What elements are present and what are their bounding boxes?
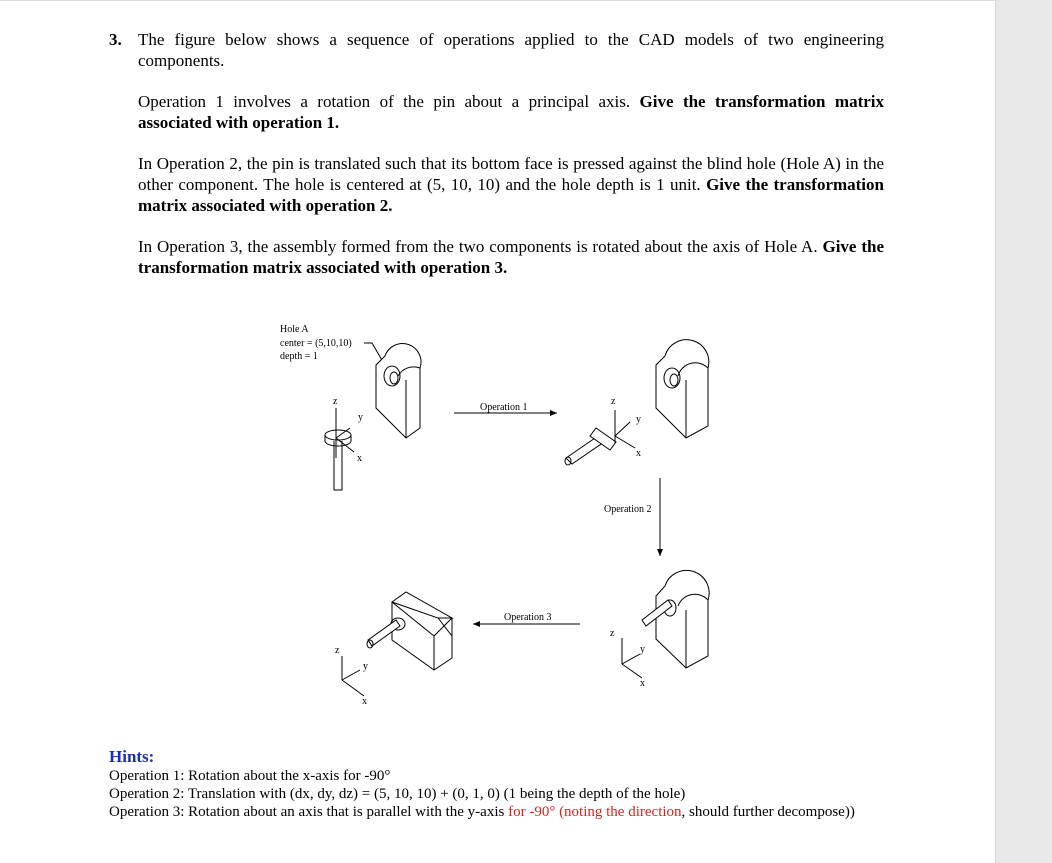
operation1-label: Operation 1 (480, 402, 528, 413)
axis-x-label-1: x (357, 453, 362, 464)
axis-x-label-3: x (640, 678, 645, 689)
axis-y-label-3: y (640, 644, 645, 655)
operation2-label: Operation 2 (604, 504, 652, 515)
pin-horizontal (565, 396, 641, 465)
page-top-border (0, 0, 995, 1)
axis-y-label-1: y (358, 412, 363, 423)
viewer-right-gutter (995, 0, 1052, 863)
hint-line-3-angle: for -90° (508, 804, 556, 820)
hint-line-3 (109, 803, 869, 821)
operation2-question: Give the transformation matrix associated with operation 2. (138, 175, 884, 215)
assembled-component-right (610, 570, 709, 689)
axis-x-label-2: x (636, 448, 641, 459)
hole-depth-label: depth = 1 (280, 351, 318, 362)
hole-a-label: Hole A (280, 324, 309, 335)
axis-x-label-4: x (362, 696, 367, 707)
axis-y-label-2: y (636, 414, 641, 425)
hint-line-1: Operation 1: Rotation about the x-axis for -90° (109, 768, 391, 784)
operation1-paragraph (138, 91, 884, 133)
operation3-paragraph (138, 236, 884, 278)
operation2-paragraph (138, 153, 884, 216)
hints-section (109, 746, 869, 821)
axis-z-label-3: z (610, 628, 615, 639)
operation3-text: In Operation 3, the assembly formed from the two components is rotated about the axis of Hole A. (138, 237, 818, 256)
operation3-question: Give the transformation matrix associated with operation 3. (138, 237, 884, 277)
pin-vertical (325, 396, 363, 490)
hint-line-3-start: Operation 3: Rotation about an axis that is parallel with the y-axis (109, 804, 505, 820)
operation1-question: Give the transformation matrix associated with operation 1. (138, 92, 885, 132)
axis-z-label-4: z (335, 645, 340, 656)
block-component-2 (656, 340, 709, 438)
hole-center-label: center = (5,10,10) (280, 338, 352, 349)
cad-operations-figure (270, 318, 710, 708)
hint-line-2: Operation 2: Translation with (dx, dy, dz) = (5, 10, 10) + (0, 1, 0) (1 being the depth of the hole) (109, 786, 686, 802)
axis-z-label-1: z (333, 396, 338, 407)
operation1-text: Operation 1 involves a rotation of the pin about a principal axis. (138, 92, 631, 111)
hints-title: Hints: (109, 747, 155, 766)
figure-drawing (270, 318, 710, 708)
assembled-component-left (335, 592, 452, 707)
hint-line-3-direction: (noting the direction (559, 804, 682, 820)
intro-paragraph: The figure below shows a sequence of operations applied to the CAD models of two engineering components. (138, 30, 884, 70)
axis-y-label-4: y (363, 661, 368, 672)
operation2-text: In Operation 2, the pin is translated such that its bottom face is pressed against the blind hole (Hole A) in the other component. The hole is centered at (5, 10, 10) and the hole depth is 1 unit. (138, 154, 884, 194)
operation3-label: Operation 3 (504, 612, 552, 623)
axis-z-label-2: z (611, 396, 616, 407)
hint-line-3-end: , should further decompose)) (681, 804, 855, 820)
question-number: 3. (109, 30, 122, 49)
block-component-1 (376, 344, 421, 439)
